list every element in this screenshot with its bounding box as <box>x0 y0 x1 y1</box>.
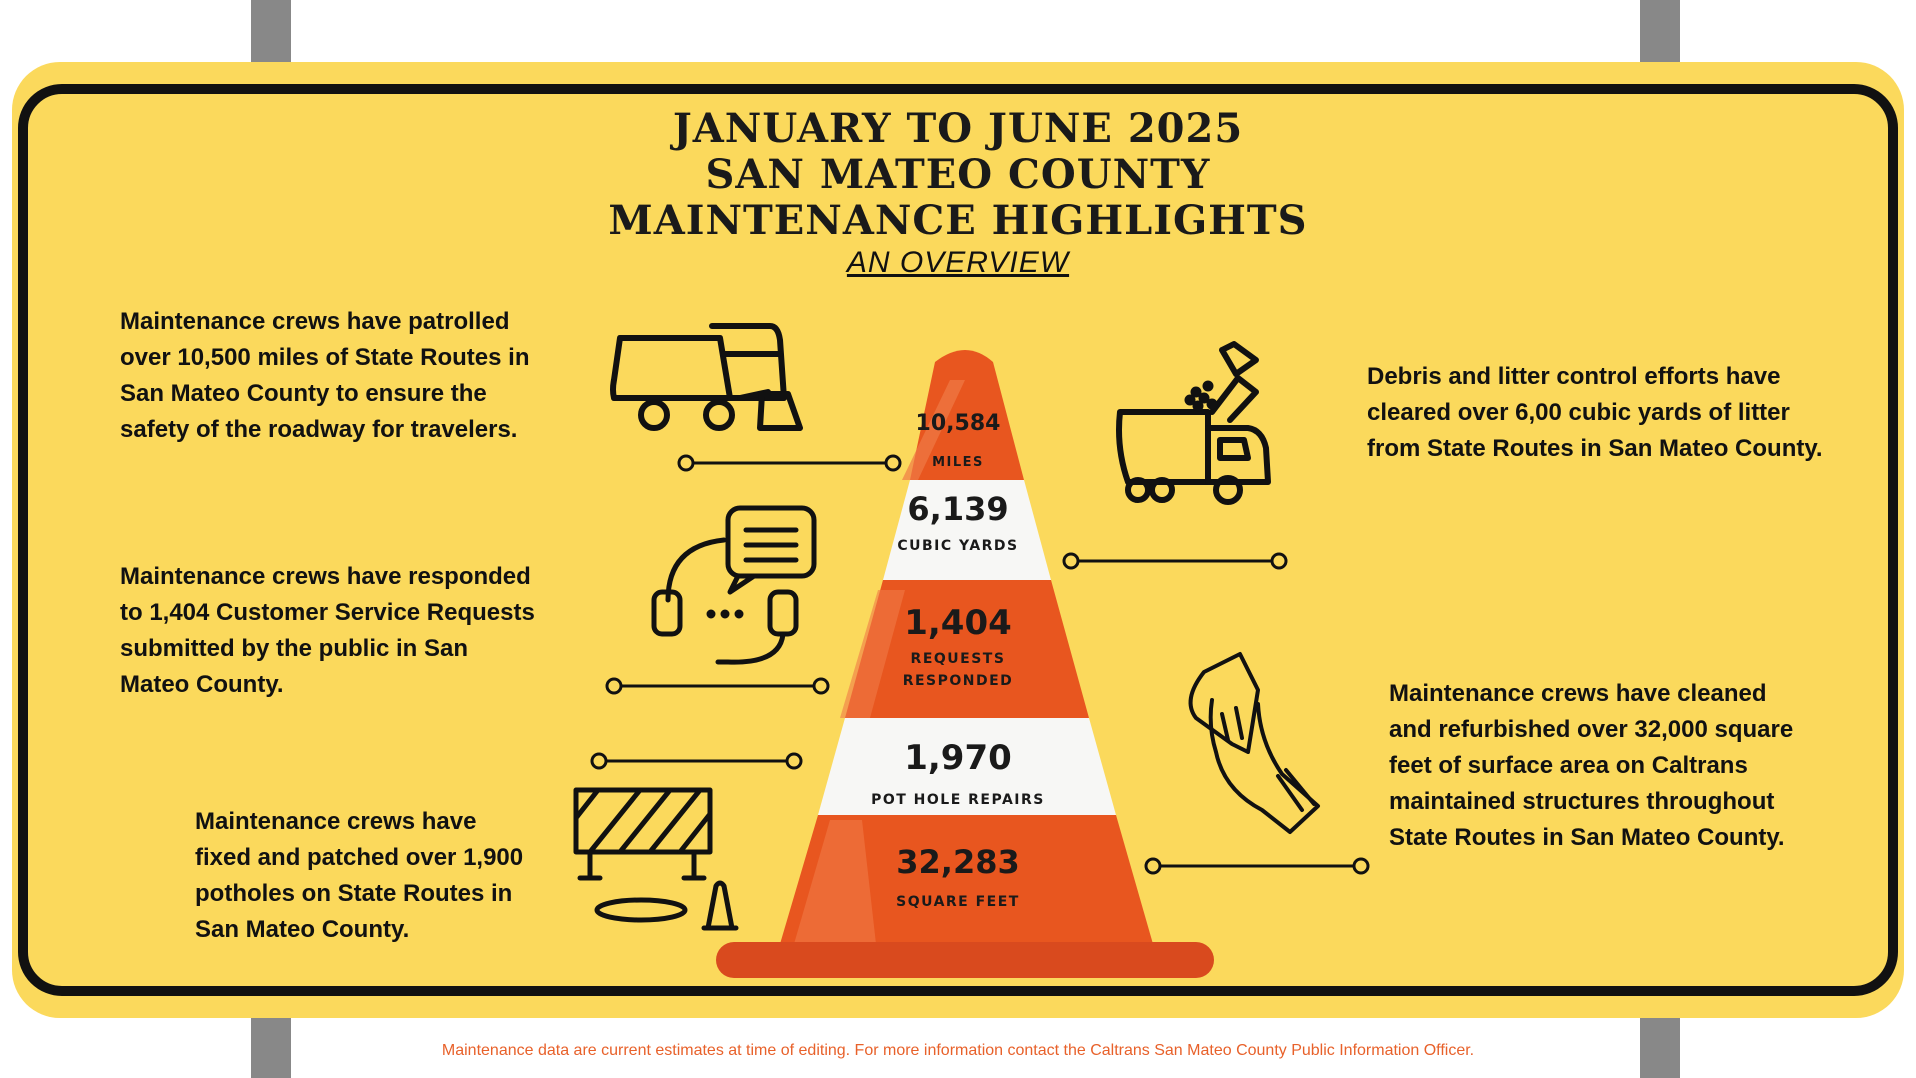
blurb-line: State Routes in San Mateo County. <box>1389 824 1785 851</box>
blurb-line: cleared over 6,00 cubic yards of litter <box>1367 399 1790 426</box>
blurb-line: Maintenance crews have patrolled <box>120 308 510 335</box>
blurb-line: to 1,404 Customer Service Requests <box>120 599 535 626</box>
blurb-line: potholes on State Routes in <box>195 880 513 907</box>
title-line-3: MAINTENANCE HIGHLIGHTS <box>608 197 1308 244</box>
blurb-line: fixed and patched over 1,900 <box>195 844 524 871</box>
stat-cubic-yards-value: 6,139 <box>907 490 1009 528</box>
blurb-line: San Mateo County. <box>195 916 410 943</box>
stat-square-feet-label: SQUARE FEET <box>896 894 1020 910</box>
blurb-line: safety of the roadway for travelers. <box>120 416 518 443</box>
stat-pothole-label: POT HOLE REPAIRS <box>871 792 1045 808</box>
stat-miles-value: 10,584 <box>915 411 1001 436</box>
leader-line-cubic-yards <box>1064 554 1286 568</box>
blurb-line: Maintenance crews have cleaned <box>1389 680 1767 707</box>
title-line-1: JANUARY TO JUNE 2025 <box>672 105 1244 152</box>
blurb-line: Debris and litter control efforts have <box>1367 363 1781 390</box>
blurb-line: Mateo County. <box>120 671 284 698</box>
stat-requests-label-1: REQUESTS <box>910 651 1006 667</box>
blurb-line: maintained structures throughout <box>1389 788 1775 815</box>
subtitle: AN OVERVIEW <box>846 246 1070 279</box>
blurb-line: Maintenance crews have <box>195 808 477 835</box>
stat-pothole-value: 1,970 <box>904 738 1012 778</box>
stat-miles-label: MILES <box>932 455 984 470</box>
stat-cubic-yards-label: CUBIC YARDS <box>897 538 1019 554</box>
footer-note: Maintenance data are current estimates at time of editing. For more information contact the Caltrans San Mateo County Public Information Officer. <box>441 1042 1475 1059</box>
blurb-line: Maintenance crews have responded <box>120 563 531 590</box>
blurb-line: San Mateo County to ensure the <box>120 380 487 407</box>
blurb-line: feet of surface area on Caltrans <box>1389 752 1748 779</box>
blurb-line: over 10,500 miles of State Routes in <box>120 344 530 371</box>
blurb-line: submitted by the public in San <box>120 635 469 662</box>
title-line-2: SAN MATEO COUNTY <box>705 151 1211 198</box>
stat-square-feet-value: 32,283 <box>896 843 1020 881</box>
blurb-line: and refurbished over 32,000 square <box>1389 716 1794 743</box>
stat-requests-value: 1,404 <box>904 603 1012 643</box>
stat-requests-label-2: RESPONDED <box>902 673 1014 689</box>
blurb-line: from State Routes in San Mateo County. <box>1367 435 1823 462</box>
cone-base <box>716 942 1214 978</box>
